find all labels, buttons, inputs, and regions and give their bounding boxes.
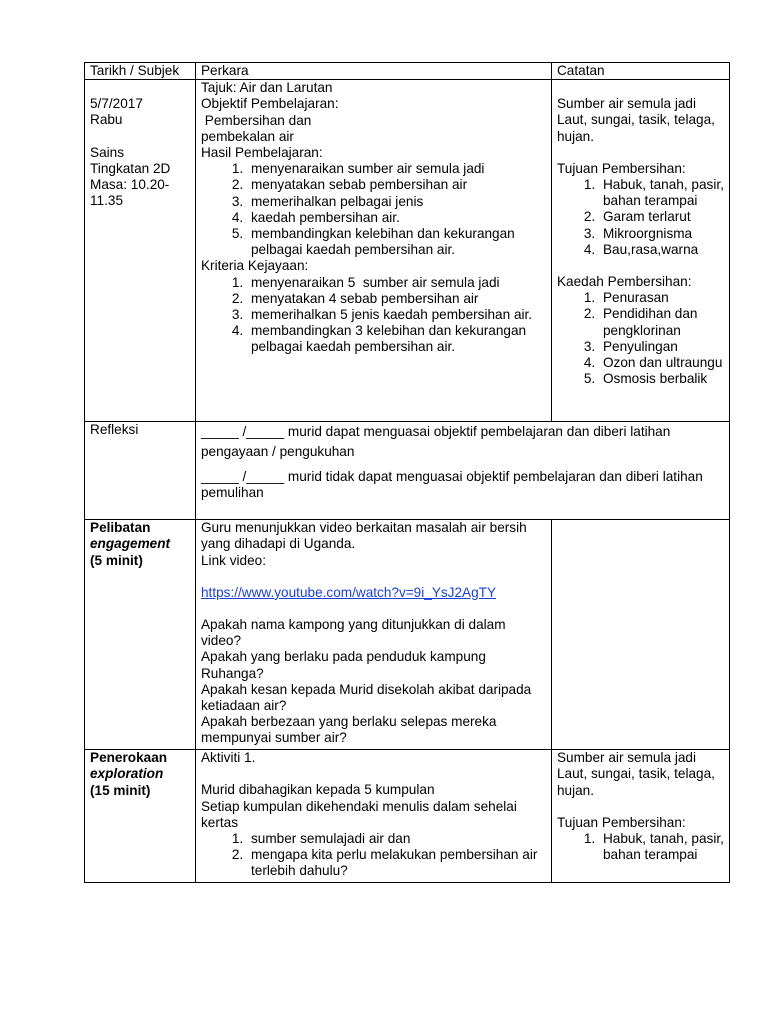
question: Apakah berbezaan yang berlaku selepas mereka mempunyai sumber air? <box>200 714 497 746</box>
kaedah-item: 2. Pendidihan dan pengklorinan <box>599 306 724 338</box>
kriteria-item: 2. menyatakan 4 sebab pembersihan air <box>247 291 546 307</box>
tajuk: Tajuk: Air dan Larutan <box>200 80 333 96</box>
video-link[interactable]: https://www.youtube.com/watch?v=9i_YsJ2AgTY <box>200 584 497 600</box>
refleksi-label: Refleksi <box>85 422 196 520</box>
kaedah-item: 4. Ozon dan ultraungu <box>599 355 724 371</box>
tujuan-item: 2. Garam terlarut <box>599 209 724 225</box>
link-label: Link video: <box>200 552 266 568</box>
header-tarikh: Tarikh / Subjek <box>85 63 196 80</box>
penerokaan-catatan-cell <box>551 750 729 883</box>
penerokaan-para-2: Setiap kumpulan dikehendaki menulis dalam sehelai kertas <box>200 798 517 830</box>
pelibatan-label-cell <box>85 520 196 750</box>
kaedah-label: Kaedah Pembersihan: <box>556 274 692 290</box>
class: Tingkatan 2D <box>90 160 171 176</box>
tujuan-list <box>557 177 724 258</box>
day: Rabu <box>90 112 123 128</box>
tujuan-item: 3. Mikroorgnisma <box>599 226 724 242</box>
objektif-text-1: Pembersihan dan <box>200 112 312 128</box>
header-row <box>85 63 730 80</box>
pelibatan-row <box>85 520 730 750</box>
tujuan-item: 1. Habuk, tanah, pasir, bahan terampai <box>599 177 724 209</box>
refleksi-line-4: pemulihan <box>200 484 264 500</box>
hasil-list <box>201 161 546 258</box>
kriteria-item: 1. menyenaraikan 5 sumber air semula jadi <box>247 275 546 291</box>
kriteria-item: 4. membandingkan 3 kelebihan dan kekurangan pelbagai kaedah pembersihan air. <box>247 323 546 355</box>
subject: Sains <box>90 144 125 160</box>
penerokaan-content-cell <box>195 750 551 883</box>
catatan-sumber-title: Sumber air semula jadi <box>556 750 697 766</box>
kaedah-item: 5. Osmosis berbalik <box>599 371 724 387</box>
penerokaan-item: 2. mengapa kita perlu melakukan pembersihan air terlebih dahulu? <box>247 847 546 879</box>
refleksi-cell <box>195 422 729 520</box>
catatan-sumber-title: Sumber air semula jadi <box>556 96 697 112</box>
hasil-label: Hasil Pembelajaran: <box>200 145 323 161</box>
question: Apakah kesan kepada Murid disekolah akibat daripada ketiadaan air? <box>200 681 532 714</box>
aktiviti-title: Aktiviti 1. <box>200 750 256 766</box>
pelibatan-duration: (5 minit) <box>90 552 143 568</box>
refleksi-line-1: _____ /_____ murid dapat menguasai objektif pembelajaran dan diberi latihan <box>200 424 671 440</box>
penerokaan-label: Penerokaan <box>90 750 168 766</box>
catatan-cell <box>551 80 729 422</box>
pelibatan-label: Pelibatan <box>90 520 151 536</box>
objektif-label: Objektif Pembelajaran: <box>200 96 339 112</box>
refleksi-row <box>85 422 730 520</box>
hasil-item: 5. membandingkan kelebihan dan kekurangan pelbagai kaedah pembersihan air. <box>247 226 546 258</box>
perkara-cell <box>195 80 551 422</box>
question: Apakah yang berlaku pada penduduk kampung Ruhanga? <box>200 649 486 681</box>
tujuan-item: 1. Habuk, tanah, pasir, bahan terampai <box>599 831 724 863</box>
kaedah-item: 1. Penurasan <box>599 290 724 306</box>
date: 5/7/2017 <box>90 96 143 112</box>
pelibatan-content-cell <box>195 520 551 750</box>
tujuan-list <box>557 831 724 863</box>
lesson-plan-table <box>84 62 730 883</box>
kriteria-label: Kriteria Kejayaan: <box>200 258 309 274</box>
refleksi-line-3: _____ /_____ murid tidak dapat menguasai objektif pembelajaran dan diberi latihan <box>200 468 703 484</box>
refleksi-line-2: pengayaan / pengukuhan <box>200 444 355 460</box>
objektif-text-2: pembekalan air <box>200 128 294 144</box>
hasil-item: 3. memerihalkan pelbagai jenis <box>247 194 546 210</box>
catatan-sumber-list: Laut, sungai, tasik, telaga, hujan. <box>556 112 715 144</box>
header-catatan: Catatan <box>551 63 729 80</box>
penerokaan-english: exploration <box>90 766 164 782</box>
kaedah-list <box>557 290 724 387</box>
tujuan-item: 4. Bau,rasa,warna <box>599 242 724 258</box>
penerokaan-item: 1. sumber semulajadi air dan <box>247 831 546 847</box>
kaedah-item: 3. Penyulingan <box>599 339 724 355</box>
question: Apakah nama kampong yang ditunjukkan di dalam video? <box>200 617 506 649</box>
hasil-item: 1. menyenaraikan sumber air semula jadi <box>247 161 546 177</box>
date-subject-cell <box>85 80 196 422</box>
time-start: Masa: 10.20- <box>90 177 170 193</box>
header-perkara: Perkara <box>195 63 551 80</box>
penerokaan-list <box>201 831 546 880</box>
penerokaan-duration: (15 minit) <box>90 782 151 798</box>
kriteria-item: 3. memerihalkan 5 jenis kaedah pembersihan air. <box>247 307 546 323</box>
hasil-item: 2. menyatakan sebab pembersihan air <box>247 177 546 193</box>
lesson-row <box>85 80 730 422</box>
kriteria-list <box>201 275 546 356</box>
pelibatan-english: engagement <box>90 536 171 552</box>
pelibatan-catatan-cell <box>551 520 729 750</box>
hasil-item: 4. kaedah pembersihan air. <box>247 210 546 226</box>
catatan-sumber-list: Laut, sungai, tasik, telaga, hujan. <box>556 766 715 798</box>
penerokaan-para-1: Murid dibahagikan kepada 5 kumpulan <box>200 782 435 798</box>
time-end: 11.35 <box>90 193 124 209</box>
penerokaan-label-cell <box>85 750 196 883</box>
penerokaan-row <box>85 750 730 883</box>
tujuan-label: Tujuan Pembersihan: <box>556 814 686 830</box>
tujuan-label: Tujuan Pembersihan: <box>556 160 686 176</box>
pelibatan-intro: Guru menunjukkan video berkaitan masalah air bersih yang dihadapi di Uganda. <box>200 520 527 552</box>
